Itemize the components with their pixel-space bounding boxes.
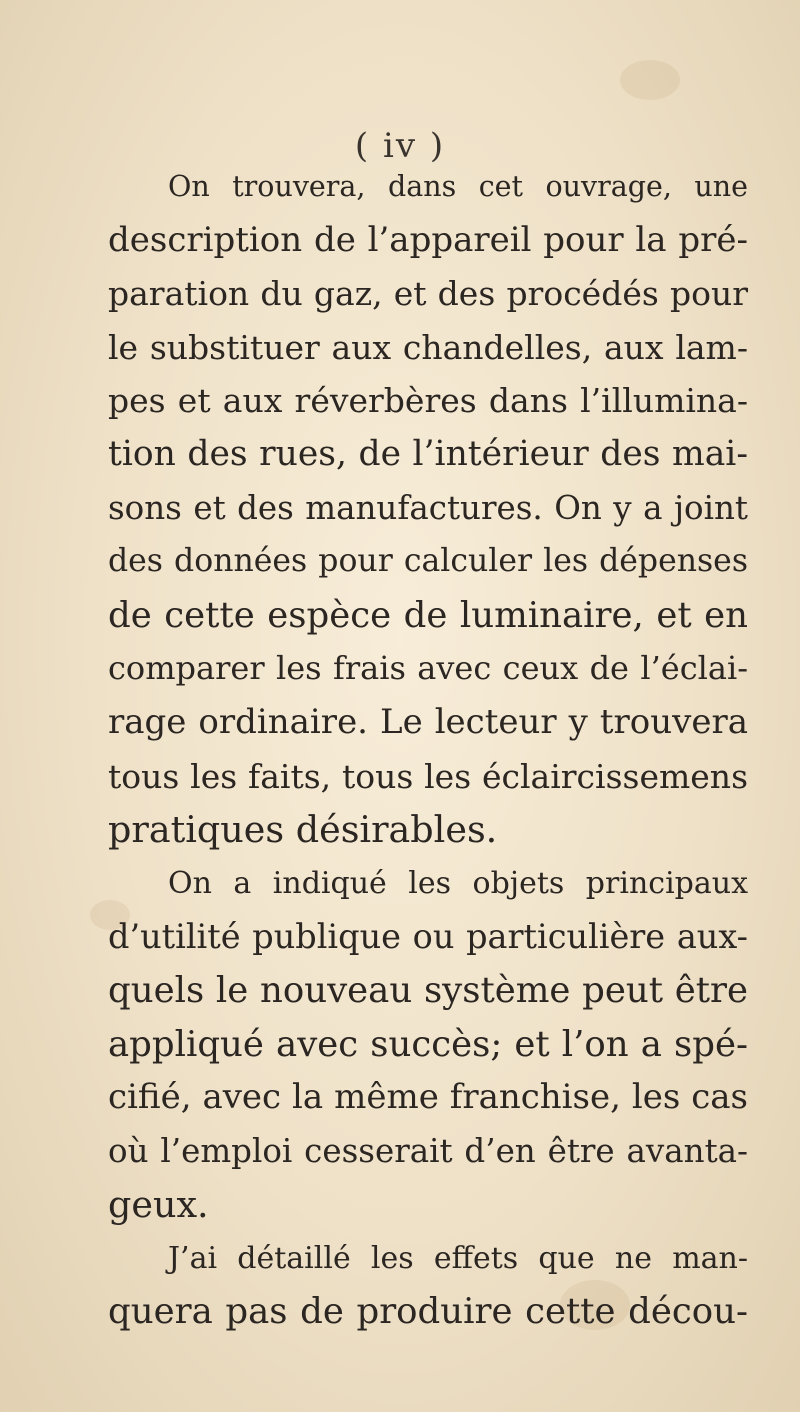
text-line: paration du gaz, et des procédés pour xyxy=(108,274,748,314)
text-line: pratiques désirables. xyxy=(108,808,498,852)
page-number: ( iv ) xyxy=(354,126,446,166)
text-line: tous les faits, tous les éclaircissemens xyxy=(108,756,748,796)
text-line: geux. xyxy=(108,1183,209,1227)
text-line: le substituer aux chandelles, aux lam- xyxy=(108,327,748,367)
text-line: d’utilité publique ou particulière aux- xyxy=(108,917,748,957)
text-line: sons et des manufactures. On y a joint xyxy=(108,488,748,527)
text-line: pes et aux réverbères dans l’illumina- xyxy=(108,381,748,421)
body-text xyxy=(108,160,748,1339)
text-line: rage ordinaire. Le lecteur y trouvera xyxy=(108,701,748,742)
text-line: tion des rues, de l’intérieur des mai- xyxy=(108,433,748,474)
text-line: des données pour calculer les dépenses xyxy=(108,543,748,580)
text-line: J’ai détaillé les effets que ne man- xyxy=(168,1240,748,1276)
text-line: description de l’appareil pour la pré- xyxy=(108,219,748,260)
text-line: quels le nouveau système peut être xyxy=(108,969,748,1011)
text-line: On trouvera, dans cet ouvrage, une xyxy=(168,170,748,203)
foxing-stain xyxy=(620,60,680,100)
text-line: de cette espèce de luminaire, et en xyxy=(108,594,748,636)
text-line: comparer les frais avec ceux de l’éclai- xyxy=(108,649,748,688)
text-line: quera pas de produire cette décou- xyxy=(108,1291,748,1333)
text-line: On a indiqué les objets principaux xyxy=(168,865,748,901)
text-line: où l’emploi cesserait d’en être avanta- xyxy=(108,1131,748,1170)
text-line: appliqué avec succès; et l’on a spé- xyxy=(108,1023,748,1065)
text-line: cifié, avec la même franchise, les cas xyxy=(108,1077,748,1118)
